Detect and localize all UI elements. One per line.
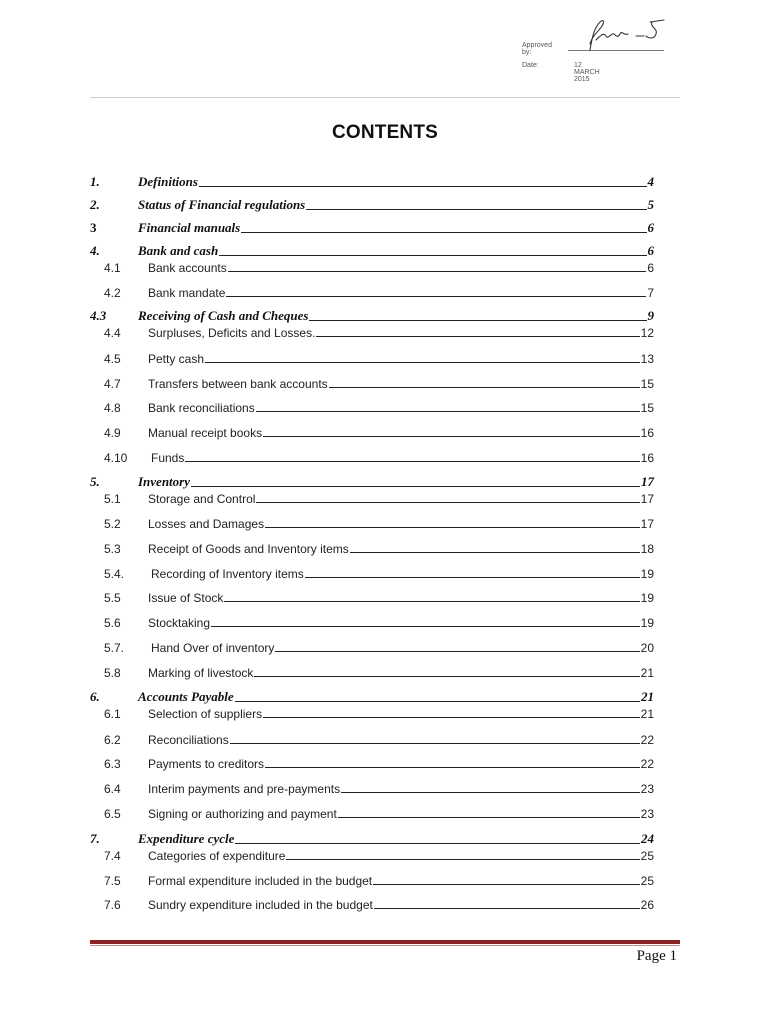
toc-entry-title: Issue of Stock bbox=[148, 591, 224, 605]
toc-leader-line bbox=[286, 858, 639, 860]
toc-entry-number: 4.7 bbox=[104, 377, 121, 391]
toc-subsection-entry[interactable] bbox=[90, 755, 654, 771]
toc-entry-page: 17 bbox=[640, 517, 654, 531]
toc-leader-line bbox=[316, 335, 639, 337]
toc-entry-page: 15 bbox=[640, 377, 654, 391]
toc-leader-line bbox=[199, 185, 647, 187]
toc-entry-page: 17 bbox=[641, 474, 654, 489]
footer-rule bbox=[90, 940, 680, 944]
toc-entry-page: 24 bbox=[641, 831, 654, 846]
toc-entry-title: Inventory bbox=[138, 474, 190, 489]
toc-leader-line bbox=[254, 675, 639, 677]
toc-leader-line bbox=[241, 231, 646, 233]
toc-entry-page: 16 bbox=[640, 426, 654, 440]
toc-entry-title: Transfers between bank accounts bbox=[148, 377, 328, 391]
toc-entry-page: 25 bbox=[640, 874, 654, 888]
toc-leader-line bbox=[350, 551, 640, 553]
toc-entry-title: Bank mandate bbox=[148, 286, 226, 300]
toc-entry-page: 6 bbox=[647, 243, 654, 258]
toc-leader-line bbox=[224, 600, 639, 602]
toc-subsection-entry[interactable] bbox=[90, 872, 654, 888]
toc-entry-page: 9 bbox=[647, 308, 654, 323]
toc-leader-line bbox=[338, 816, 640, 818]
toc-entry-title: Payments to creditors bbox=[148, 757, 265, 771]
toc-subsection-entry[interactable] bbox=[90, 731, 654, 747]
toc-subsection-entry[interactable] bbox=[90, 614, 654, 630]
toc-entry-page: 19 bbox=[640, 567, 654, 581]
toc-entry-number: 5.5 bbox=[104, 591, 121, 605]
toc-subsection-entry[interactable] bbox=[90, 639, 654, 655]
toc-entry-number: 2. bbox=[90, 197, 100, 212]
toc-leader-line bbox=[263, 435, 640, 437]
toc-entry-title: Interim payments and pre-payments bbox=[148, 782, 341, 796]
toc-entry-title: Stocktaking bbox=[148, 616, 211, 630]
toc-entry-title: Bank accounts bbox=[148, 261, 227, 275]
toc-entry-title: Status of Financial regulations bbox=[138, 197, 306, 212]
approved-by-label: Approved by: bbox=[522, 42, 552, 56]
toc-entry-number: 7. bbox=[90, 831, 100, 846]
toc-entry-page: 19 bbox=[640, 616, 654, 630]
toc-entry-number: 4.5 bbox=[104, 352, 121, 366]
toc-entry-number: 6. bbox=[90, 689, 100, 704]
toc-section-entry[interactable] bbox=[90, 831, 654, 847]
toc-subsection-entry[interactable] bbox=[90, 705, 654, 721]
toc-entry-title: Reconciliations bbox=[148, 733, 229, 747]
toc-entry-page: 6 bbox=[647, 220, 654, 235]
toc-section-entry[interactable] bbox=[90, 243, 654, 259]
toc-entry-number: 5.6 bbox=[104, 616, 121, 630]
toc-entry-number: 5.1 bbox=[104, 492, 121, 506]
toc-leader-line bbox=[235, 700, 640, 702]
toc-leader-line bbox=[341, 791, 640, 793]
toc-entry-number: 6.2 bbox=[104, 733, 121, 747]
toc-entry-page: 15 bbox=[640, 401, 654, 415]
toc-entry-page: 19 bbox=[640, 591, 654, 605]
toc-entry-number: 4.9 bbox=[104, 426, 121, 440]
handwritten-signature bbox=[578, 14, 673, 54]
toc-subsection-entry[interactable] bbox=[90, 324, 654, 340]
toc-subsection-entry[interactable] bbox=[90, 399, 654, 415]
toc-entry-title: Financial manuals bbox=[138, 220, 241, 235]
toc-subsection-entry[interactable] bbox=[90, 589, 654, 605]
toc-entry-page: 21 bbox=[640, 707, 654, 721]
toc-entry-title: Petty cash bbox=[148, 352, 205, 366]
toc-subsection-entry[interactable] bbox=[90, 449, 654, 465]
toc-leader-line bbox=[329, 386, 640, 388]
toc-leader-line bbox=[275, 650, 639, 652]
toc-section-entry[interactable] bbox=[90, 220, 654, 236]
toc-leader-line bbox=[211, 625, 640, 627]
toc-entry-number: 5.3 bbox=[104, 542, 121, 556]
toc-entry-number: 7.6 bbox=[104, 898, 121, 912]
toc-entry-page: 22 bbox=[640, 733, 654, 747]
date-value: 12 MARCH 2015 bbox=[574, 62, 600, 83]
toc-entry-number: 3 bbox=[90, 220, 97, 235]
toc-entry-page: 18 bbox=[640, 542, 654, 556]
toc-leader-line bbox=[191, 485, 640, 487]
toc-entry-number: 7.4 bbox=[104, 849, 121, 863]
toc-entry-number: 4.3 bbox=[90, 308, 107, 323]
toc-entry-number: 7.5 bbox=[104, 874, 121, 888]
toc-leader-line bbox=[230, 742, 640, 744]
toc-entry-number: 6.5 bbox=[104, 807, 121, 821]
toc-subsection-entry[interactable] bbox=[90, 424, 654, 440]
toc-leader-line bbox=[263, 716, 640, 718]
toc-leader-line bbox=[265, 766, 640, 768]
toc-entry-title: Formal expenditure included in the budget bbox=[148, 874, 373, 888]
toc-subsection-entry[interactable] bbox=[90, 515, 654, 531]
toc-entry-number: 5.2 bbox=[104, 517, 121, 531]
toc-subsection-entry[interactable] bbox=[90, 805, 654, 821]
toc-entry-title: Expenditure cycle bbox=[138, 831, 235, 846]
toc-entry-number: 5.7. bbox=[104, 641, 125, 655]
toc-entry-title: Signing or authorizing and payment bbox=[148, 807, 337, 821]
toc-entry-number: 4.8 bbox=[104, 401, 121, 415]
toc-entry-title: Hand Over of inventory bbox=[151, 641, 275, 655]
toc-entry-page: 20 bbox=[640, 641, 654, 655]
toc-subsection-entry[interactable] bbox=[90, 565, 654, 581]
toc-entry-title: Losses and Damages bbox=[148, 517, 265, 531]
toc-entry-page: 21 bbox=[640, 666, 654, 680]
toc-entry-number: 1. bbox=[90, 174, 100, 189]
toc-entry-page: 17 bbox=[640, 492, 654, 506]
toc-entry-title: Marking of livestock bbox=[148, 666, 254, 680]
toc-entry-page: 25 bbox=[640, 849, 654, 863]
toc-section-entry[interactable] bbox=[90, 689, 654, 705]
toc-entry-number: 5. bbox=[90, 474, 100, 489]
toc-entry-title: Categories of expenditure bbox=[148, 849, 286, 863]
toc-subsection-entry[interactable] bbox=[90, 540, 654, 556]
toc-leader-line bbox=[185, 460, 639, 462]
toc-entry-page: 23 bbox=[640, 807, 654, 821]
toc-entry-number: 4. bbox=[90, 243, 100, 258]
toc-entry-page: 23 bbox=[640, 782, 654, 796]
toc-leader-line bbox=[265, 526, 640, 528]
toc-leader-line bbox=[219, 254, 646, 256]
toc-entry-title: Receiving of Cash and Cheques bbox=[138, 308, 309, 323]
toc-leader-line bbox=[305, 576, 640, 578]
toc-entry-title: Selection of suppliers bbox=[148, 707, 263, 721]
date-label: Date: bbox=[522, 62, 539, 69]
toc-leader-line bbox=[228, 270, 647, 272]
toc-entry-page: 22 bbox=[640, 757, 654, 771]
toc-leader-line bbox=[226, 295, 646, 297]
header-rule bbox=[90, 97, 680, 98]
toc-leader-line bbox=[205, 361, 640, 363]
toc-entry-number: 4.2 bbox=[104, 286, 121, 300]
toc-entry-title: Recording of Inventory items bbox=[151, 567, 304, 581]
toc-subsection-entry[interactable] bbox=[90, 284, 654, 300]
toc-entry-number: 5.4. bbox=[104, 567, 125, 581]
toc-entry-page: 13 bbox=[640, 352, 654, 366]
toc-entry-title: Storage and Control bbox=[148, 492, 256, 506]
toc-leader-line bbox=[306, 208, 646, 210]
footer-rule-thin bbox=[90, 945, 680, 946]
toc-entry-page: 5 bbox=[647, 197, 654, 212]
toc-section-entry[interactable] bbox=[90, 197, 654, 213]
toc-subsection-entry[interactable] bbox=[90, 896, 654, 912]
toc-entry-page: 16 bbox=[640, 451, 654, 465]
toc-leader-line bbox=[374, 907, 640, 909]
page-title: CONTENTS bbox=[331, 122, 439, 143]
toc-subsection-entry[interactable] bbox=[90, 259, 654, 275]
toc-section-entry[interactable] bbox=[90, 474, 654, 490]
toc-leader-line bbox=[235, 842, 640, 844]
toc-entry-page: 12 bbox=[640, 326, 654, 340]
toc-entry-page: 6 bbox=[647, 261, 654, 275]
toc-entry-number: 4.1 bbox=[104, 261, 121, 275]
toc-subsection-entry[interactable] bbox=[90, 780, 654, 796]
toc-entry-number: 4.10 bbox=[104, 451, 128, 465]
toc-entry-title: Sundry expenditure included in the budget bbox=[148, 898, 373, 912]
toc-entry-page: 21 bbox=[641, 689, 654, 704]
toc-section-entry[interactable] bbox=[90, 308, 654, 324]
toc-entry-page: 26 bbox=[640, 898, 654, 912]
toc-entry-title: Surpluses, Deficits and Losses. bbox=[148, 326, 316, 340]
toc-entry-page: 7 bbox=[647, 286, 654, 300]
toc-leader-line bbox=[256, 410, 640, 412]
toc-subsection-entry[interactable] bbox=[90, 350, 654, 366]
toc-entry-number: 4.4 bbox=[104, 326, 121, 340]
toc-entry-title: Accounts Payable bbox=[138, 689, 234, 704]
toc-entry-title: Bank and cash bbox=[138, 243, 219, 258]
toc-leader-line bbox=[309, 319, 646, 321]
toc-subsection-entry[interactable] bbox=[90, 847, 654, 863]
toc-entry-title: Bank reconciliations bbox=[148, 401, 255, 415]
page-number: Page 1 bbox=[636, 948, 677, 964]
toc-subsection-entry[interactable] bbox=[90, 375, 654, 391]
toc-entry-page: 4 bbox=[647, 174, 654, 189]
toc-entry-title: Definitions bbox=[138, 174, 198, 189]
toc-section-entry[interactable] bbox=[90, 174, 654, 190]
toc-entry-title: Funds bbox=[151, 451, 185, 465]
toc-leader-line bbox=[256, 501, 639, 503]
toc-subsection-entry[interactable] bbox=[90, 490, 654, 506]
toc-entry-title: Manual receipt books bbox=[148, 426, 263, 440]
toc-subsection-entry[interactable] bbox=[90, 664, 654, 680]
toc-entry-number: 6.3 bbox=[104, 757, 121, 771]
toc-leader-line bbox=[373, 883, 639, 885]
toc-entry-title: Receipt of Goods and Inventory items bbox=[148, 542, 349, 556]
toc-entry-number: 5.8 bbox=[104, 666, 121, 680]
toc-entry-number: 6.1 bbox=[104, 707, 121, 721]
toc-entry-number: 6.4 bbox=[104, 782, 121, 796]
